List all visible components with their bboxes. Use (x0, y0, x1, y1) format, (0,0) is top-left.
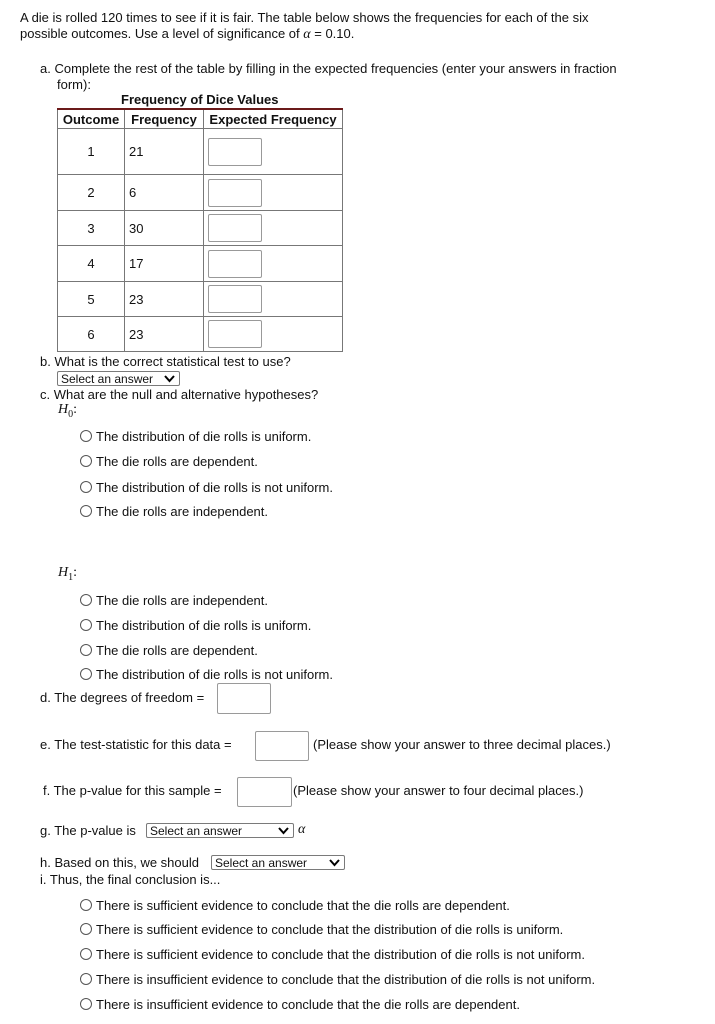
h1-colon: : (73, 565, 78, 580)
intro-text: possible outcomes. Use a level of significance of (20, 26, 300, 41)
part-i-label: i. Thus, the final conclusion is... (40, 872, 221, 887)
h1-sub: 1 (68, 571, 74, 583)
test-statistic-input[interactable] (255, 731, 309, 761)
expected-frequency-input-6[interactable] (208, 320, 262, 348)
outcome-cell: 5 (58, 282, 125, 317)
part-c-question: c. What are the null and alternative hypotheses? (40, 387, 319, 402)
h0-option[interactable] (80, 504, 268, 519)
part-a-line-2: form): (57, 77, 91, 92)
radio-button[interactable] (80, 998, 92, 1010)
expected-frequency-input-4[interactable] (208, 250, 262, 278)
h1-h: H (58, 565, 69, 580)
radio-button[interactable] (80, 899, 92, 911)
radio-button[interactable] (80, 923, 92, 935)
table-header-row (58, 109, 343, 129)
part-a-line-1: a. Complete the rest of the table by filling in the expected frequencies (enter your answers in fraction (40, 61, 617, 76)
table-row (58, 211, 343, 246)
radio-button[interactable] (80, 644, 92, 656)
conclusion-option[interactable] (80, 972, 595, 987)
radio-button[interactable] (80, 594, 92, 606)
h0-option[interactable] (80, 454, 258, 469)
p-value-comparison-select[interactable] (146, 823, 294, 838)
h0-option[interactable] (80, 480, 333, 495)
part-f-label: f. The p-value for this sample = (43, 783, 222, 798)
conclusion-option-label: There is sufficient evidence to conclude that the die rolls are dependent. (96, 898, 510, 913)
outcome-cell: 3 (58, 211, 125, 246)
h0-option[interactable] (80, 429, 311, 444)
part-e-label: e. The test-statistic for this data = (40, 737, 232, 752)
expected-frequency-input-2[interactable] (208, 179, 262, 207)
frequency-cell: 23 (125, 282, 204, 317)
expected-frequency-input-3[interactable] (208, 214, 262, 242)
table-row (58, 317, 343, 352)
radio-button[interactable] (80, 430, 92, 442)
h1-option-label: The distribution of die rolls is not uniform. (96, 667, 333, 682)
conclusion-option[interactable] (80, 898, 510, 913)
part-b-question: b. What is the correct statistical test to use? (40, 354, 291, 369)
p-value-comparison-value: Select an answer (150, 824, 243, 838)
frequency-cell: 6 (125, 175, 204, 211)
h1-option-label: The distribution of die rolls is uniform. (96, 618, 312, 633)
alpha-symbol: α (303, 27, 311, 42)
table-row (58, 129, 343, 175)
decision-select[interactable] (211, 855, 345, 870)
expected-frequency-input-5[interactable] (208, 285, 262, 313)
table-row (58, 175, 343, 211)
h1-option-label: The die rolls are independent. (96, 593, 269, 608)
part-g-label: g. The p-value is (40, 823, 136, 838)
alpha-value: = 0.10. (310, 26, 355, 41)
header-frequency: Frequency (125, 109, 204, 129)
conclusion-option[interactable] (80, 947, 585, 962)
outcome-cell: 6 (58, 317, 125, 352)
h1-option-label: The die rolls are dependent. (96, 643, 258, 658)
part-f-hint: (Please show your answer to four decimal places.) (293, 783, 584, 798)
outcome-cell: 1 (58, 129, 125, 175)
expected-frequency-input-1[interactable] (208, 138, 262, 166)
h0-option-label: The die rolls are independent. (96, 504, 269, 519)
h1-option[interactable] (80, 593, 268, 608)
h1-option[interactable] (80, 618, 311, 633)
h1-label (58, 565, 77, 583)
h0-label (58, 402, 77, 420)
part-h-label: h. Based on this, we should (40, 855, 199, 870)
degrees-of-freedom-input[interactable] (217, 683, 271, 714)
h1-option[interactable] (80, 667, 333, 682)
outcome-cell: 2 (58, 175, 125, 211)
frequency-cell: 21 (125, 129, 204, 175)
radio-button[interactable] (80, 455, 92, 467)
header-expected-frequency: Expected Frequency (204, 109, 343, 129)
header-outcome: Outcome (58, 109, 125, 129)
conclusion-option-label: There is insufficient evidence to conclude that the distribution of die rolls is not uniform. (96, 972, 596, 987)
conclusion-option[interactable] (80, 922, 563, 937)
conclusion-option-label: There is sufficient evidence to conclude that the distribution of die rolls is uniform. (96, 922, 564, 937)
h0-option-label: The distribution of die rolls is uniform. (96, 429, 312, 444)
frequency-cell: 30 (125, 211, 204, 246)
radio-button[interactable] (80, 505, 92, 517)
part-d-label: d. The degrees of freedom = (40, 690, 205, 705)
intro-line-2 (20, 26, 354, 43)
chevron-down-icon (164, 374, 175, 383)
h0-colon: : (73, 402, 78, 417)
h1-option[interactable] (80, 643, 258, 658)
part-g-alpha: α (298, 822, 306, 837)
conclusion-option-label: There is sufficient evidence to conclude that the distribution of die rolls is not uniform. (96, 947, 585, 962)
table-row (58, 246, 343, 282)
table-row (58, 282, 343, 317)
intro-line-1: A die is rolled 120 times to see if it is fair. The table below shows the frequencies for each of the six (20, 10, 589, 25)
h0-sub: 0 (68, 408, 74, 420)
radio-button[interactable] (80, 481, 92, 493)
outcome-cell: 4 (58, 246, 125, 282)
conclusion-option[interactable] (80, 997, 520, 1012)
frequency-cell: 23 (125, 317, 204, 352)
chevron-down-icon (329, 858, 340, 867)
chevron-down-icon (278, 826, 289, 835)
frequency-table (57, 108, 343, 352)
frequency-cell: 17 (125, 246, 204, 282)
decision-select-value: Select an answer (215, 856, 308, 870)
radio-button[interactable] (80, 973, 92, 985)
part-e-hint: (Please show your answer to three decimal places.) (313, 737, 611, 752)
h0-h: H (58, 402, 69, 417)
radio-button[interactable] (80, 668, 92, 680)
conclusion-option-label: There is insufficient evidence to conclude that the die rolls are dependent. (96, 997, 520, 1012)
test-select-value: Select an answer (61, 372, 154, 386)
radio-button[interactable] (80, 619, 92, 631)
radio-button[interactable] (80, 948, 92, 960)
p-value-input[interactable] (237, 777, 292, 807)
test-select[interactable] (57, 371, 180, 386)
h0-option-label: The die rolls are dependent. (96, 454, 258, 469)
h0-option-label: The distribution of die rolls is not uniform. (96, 480, 333, 495)
table-title: Frequency of Dice Values (121, 92, 279, 107)
